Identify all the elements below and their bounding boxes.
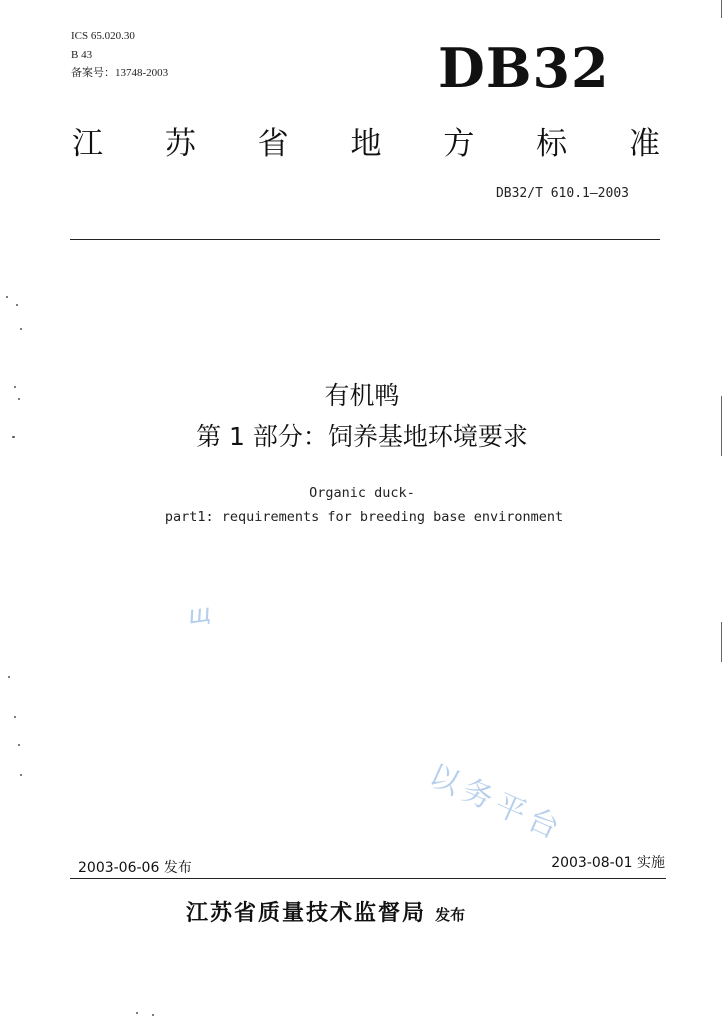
standard-type-char: 省 xyxy=(257,126,289,162)
standard-type-char: 地 xyxy=(350,126,382,162)
header-divider xyxy=(70,239,660,240)
scan-speck xyxy=(136,1012,138,1014)
standard-number: DB32/T 610.1—2003 xyxy=(495,186,629,201)
standard-type-char: 江 xyxy=(72,126,103,162)
scan-speck xyxy=(16,304,18,306)
scan-edge-line xyxy=(721,396,722,456)
issuer-line xyxy=(186,898,465,928)
standard-logo: DB32 xyxy=(438,36,610,100)
standard-type-char: 准 xyxy=(628,126,660,162)
document-title: 有机鸭 xyxy=(324,381,400,410)
scan-speck xyxy=(8,676,10,678)
scan-speck xyxy=(14,716,16,718)
scan-edge-line xyxy=(721,622,722,662)
scan-speck xyxy=(14,386,16,388)
scan-speck xyxy=(152,1014,154,1016)
document-subtitle: 第 1 部分：饲养基地环境要求 xyxy=(196,422,528,451)
classification-code: B 43 xyxy=(71,49,93,61)
issue-date: 2003-06-06 发布 xyxy=(78,860,192,876)
scan-edge-line xyxy=(721,0,722,18)
issuer-name: 江苏省质量技术监督局 xyxy=(186,900,427,926)
scan-speck xyxy=(20,774,22,776)
scan-speck xyxy=(12,436,15,438)
english-title: Organic duck- xyxy=(309,485,415,501)
effective-date: 2003-08-01 实施 xyxy=(551,855,665,871)
record-number: 备案号：13748-2003 xyxy=(71,67,169,79)
watermark-text: 以务平台 xyxy=(423,757,570,849)
english-subtitle: part1: requirements for breeding base environment xyxy=(164,509,564,525)
standard-type-heading xyxy=(72,126,660,162)
scan-speck xyxy=(6,296,8,298)
scan-speck xyxy=(18,398,20,400)
standard-type-char: 标 xyxy=(536,126,568,162)
standard-type-char: 苏 xyxy=(164,126,196,162)
footer-divider xyxy=(70,878,666,879)
scan-speck xyxy=(20,328,22,330)
scan-speck xyxy=(18,744,20,746)
issuer-suffix: 发布 xyxy=(435,906,466,924)
ics-code: ICS 65.020.30 xyxy=(71,30,135,42)
watermark-mark: щ xyxy=(186,598,213,630)
standard-type-char: 方 xyxy=(443,126,475,162)
